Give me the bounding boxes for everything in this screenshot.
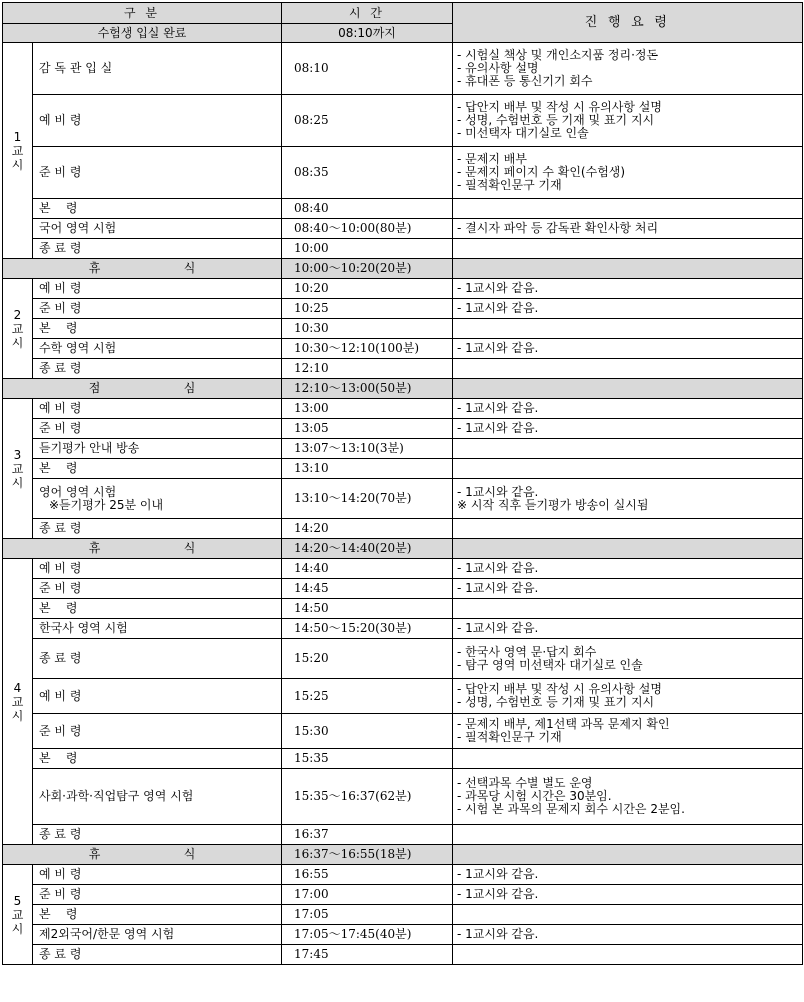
step-name-text: 본 령: [39, 461, 78, 475]
step-time: 13:05: [282, 419, 453, 439]
step-name-text: 준 비 령: [39, 723, 82, 738]
step-name: [33, 639, 282, 679]
note-line: - 1교시와 같음.: [457, 887, 539, 901]
entry-time: 08:10까지: [282, 24, 453, 43]
break-notes: [453, 259, 803, 279]
note-line: - 문제지 배부: [457, 152, 527, 166]
note-line: - 필적확인문구 기재: [457, 178, 562, 192]
note-line: - 1교시와 같음.: [457, 421, 539, 435]
step-name-text: 종 료 령: [39, 361, 82, 375]
schedule-row: [3, 769, 803, 825]
step-notes: [453, 679, 803, 714]
step-name-text: 예 비 령: [39, 113, 82, 127]
schedule-row: [3, 619, 803, 639]
period-label: 5 교 시: [3, 865, 33, 965]
break-time: 10:00～10:20(20분): [282, 259, 453, 279]
break-label: [3, 845, 282, 865]
period-label: 1 교 시: [3, 43, 33, 259]
step-name-text: 듣기평가 안내 방송: [39, 441, 140, 455]
step-name: [33, 147, 282, 199]
schedule-row: [3, 519, 803, 539]
note-line: - 탐구 영역 미선택자 대기실로 인솔: [457, 657, 643, 672]
step-name-text: 종 료 령: [39, 521, 82, 535]
note-line: - 성명, 수험번호 등 기재 및 표기 지시: [457, 695, 655, 709]
step-time: 13:00: [282, 399, 453, 419]
step-time: 14:50～15:20(30분): [282, 619, 453, 639]
step-time: 08:35: [282, 147, 453, 199]
break-time: 12:10～13:00(50분): [282, 379, 453, 399]
schedule-row: [3, 279, 803, 299]
break-label: [3, 379, 282, 399]
step-name-text: 예 비 령: [39, 561, 82, 575]
step-notes: [453, 749, 803, 769]
break-notes: [453, 379, 803, 399]
step-time: 10:30: [282, 319, 453, 339]
step-notes: [453, 905, 803, 925]
step-name-text: 준 비 령: [39, 581, 82, 595]
step-time: 17:45: [282, 945, 453, 965]
step-notes: [453, 43, 803, 95]
step-notes: [453, 865, 803, 885]
note-line: - 1교시와 같음.: [457, 341, 539, 355]
step-time: 08:10: [282, 43, 453, 95]
step-name: [33, 559, 282, 579]
step-name: [33, 825, 282, 845]
step-notes: [453, 147, 803, 199]
step-name: [33, 399, 282, 419]
step-name: [33, 945, 282, 965]
step-time: 10:20: [282, 279, 453, 299]
step-notes: [453, 359, 803, 379]
header-section: 구 분: [3, 3, 282, 24]
step-notes: [453, 599, 803, 619]
note-line: - 선택과목 수별 별도 운영: [457, 776, 593, 790]
step-name: [33, 239, 282, 259]
schedule-row: [3, 579, 803, 599]
step-time: 16:37: [282, 825, 453, 845]
step-notes: [453, 95, 803, 147]
note-line: - 과목당 시험 시간은 30분임.: [457, 789, 612, 803]
schedule-row: [3, 905, 803, 925]
note-line: - 1교시와 같음.: [457, 484, 539, 499]
step-name-text: 본 령: [39, 751, 78, 765]
step-notes: [453, 885, 803, 905]
step-notes: [453, 925, 803, 945]
step-name-text: 사회·과학·직업탐구 영역 시험: [39, 789, 194, 803]
step-notes: [453, 339, 803, 359]
step-time: 17:05～17:45(40분): [282, 925, 453, 945]
note-line: - 결시자 파악 등 감독관 확인사항 처리: [457, 221, 659, 235]
schedule-row: [3, 479, 803, 519]
note-line: - 1교시와 같음.: [457, 621, 539, 635]
note-line: - 1교시와 같음.: [457, 927, 539, 941]
exam-schedule-table: [2, 2, 803, 965]
step-name-text: 한국사 영역 시험: [39, 621, 128, 635]
step-name: [33, 339, 282, 359]
note-line: - 미선택자 대기실로 인솔: [457, 126, 589, 140]
note-line: - 필적확인문구 기재: [457, 730, 562, 744]
step-name-text: 본 령: [39, 907, 78, 921]
step-name: [33, 599, 282, 619]
schedule-row: [3, 239, 803, 259]
step-time: 14:50: [282, 599, 453, 619]
step-notes: [453, 219, 803, 239]
schedule-row: [3, 925, 803, 945]
note-line: - 1교시와 같음.: [457, 301, 539, 315]
step-notes: [453, 579, 803, 599]
step-time: 14:20: [282, 519, 453, 539]
step-notes: [453, 825, 803, 845]
step-name-text: 예 비 령: [39, 688, 82, 703]
period-label: 2 교 시: [3, 279, 33, 379]
step-time: 10:00: [282, 239, 453, 259]
step-name: [33, 439, 282, 459]
step-time: 17:05: [282, 905, 453, 925]
schedule-row: [3, 865, 803, 885]
step-name-text: 제2외국어/한문 영역 시험: [39, 927, 175, 941]
break-label-text: 휴 식: [88, 847, 196, 861]
step-name: [33, 905, 282, 925]
schedule-row: [3, 95, 803, 147]
step-time: 15:20: [282, 639, 453, 679]
step-notes: [453, 519, 803, 539]
schedule-row: [3, 439, 803, 459]
note-line: - 유의사항 설명: [457, 61, 539, 75]
note-line: ※ 시작 직후 듣기평가 방송이 실시됨: [457, 497, 649, 512]
schedule-row: [3, 885, 803, 905]
step-notes: [453, 714, 803, 749]
schedule-row: [3, 399, 803, 419]
note-line: - 1교시와 같음.: [457, 867, 539, 881]
step-name-text: 종 료 령: [39, 947, 82, 961]
schedule-row: [3, 219, 803, 239]
schedule-row: [3, 147, 803, 199]
schedule-row: [3, 749, 803, 769]
note-line: - 휴대폰 등 통신기기 회수: [457, 74, 593, 88]
step-name-text: 종 료 령: [39, 651, 82, 665]
step-name: [33, 359, 282, 379]
step-notes: [453, 319, 803, 339]
schedule-row: [3, 459, 803, 479]
step-name-text: 준 비 령: [39, 165, 82, 179]
schedule-row: [3, 419, 803, 439]
note-line: - 1교시와 같음.: [457, 401, 539, 415]
break-label-text: 휴 식: [88, 541, 196, 555]
schedule-row: [3, 639, 803, 679]
step-name-text: 예 비 령: [39, 867, 82, 881]
break-row: [3, 845, 803, 865]
step-time: 08:25: [282, 95, 453, 147]
step-name-text: 수학 영역 시험: [39, 341, 117, 355]
entry-label: 수험생 입실 완료: [3, 24, 282, 43]
step-notes: [453, 279, 803, 299]
step-name: [33, 619, 282, 639]
step-time: 13:10～14:20(70분): [282, 479, 453, 519]
step-time: 15:35: [282, 749, 453, 769]
step-name: [33, 299, 282, 319]
step-name: [33, 679, 282, 714]
step-time: 12:10: [282, 359, 453, 379]
step-name-text: 예 비 령: [39, 281, 82, 295]
step-name-text: 준 비 령: [39, 887, 82, 901]
step-time: 13:10: [282, 459, 453, 479]
period-label: 4 교 시: [3, 559, 33, 845]
break-notes: [453, 845, 803, 865]
step-name: [33, 419, 282, 439]
step-notes: [453, 199, 803, 219]
step-name: [33, 199, 282, 219]
schedule-row: [3, 679, 803, 714]
note-line: - 1교시와 같음.: [457, 281, 539, 295]
step-time: 10:30～12:10(100분): [282, 339, 453, 359]
step-time: 08:40: [282, 199, 453, 219]
step-name: [33, 479, 282, 519]
schedule-row: [3, 199, 803, 219]
schedule-row: [3, 319, 803, 339]
step-notes: [453, 419, 803, 439]
step-name: [33, 459, 282, 479]
step-notes: [453, 769, 803, 825]
step-name-text: 예 비 령: [39, 401, 82, 415]
step-notes: [453, 945, 803, 965]
step-time: 14:40: [282, 559, 453, 579]
step-notes: [453, 639, 803, 679]
header-procedure: 진 행 요 령: [453, 3, 803, 43]
schedule-row: [3, 825, 803, 845]
step-name-text: 준 비 령: [39, 421, 82, 435]
step-subname: ※듣기평가 25분 이내: [49, 497, 164, 512]
step-notes: [453, 299, 803, 319]
break-time: 16:37～16:55(18분): [282, 845, 453, 865]
schedule-row: [3, 299, 803, 319]
break-label-text: 휴 식: [88, 261, 196, 275]
step-time: 14:45: [282, 579, 453, 599]
note-line: - 시험 본 과목의 문제지 회수 시간은 2분임.: [457, 802, 685, 816]
schedule-row: [3, 43, 803, 95]
step-name: [33, 714, 282, 749]
step-notes: [453, 239, 803, 259]
note-line: - 시험실 책상 및 개인소지품 정리·정돈: [457, 48, 659, 62]
header-time: 시 간: [282, 3, 453, 24]
step-time: 16:55: [282, 865, 453, 885]
step-notes: [453, 399, 803, 419]
period-label: 3 교 시: [3, 399, 33, 539]
step-name: [33, 865, 282, 885]
break-notes: [453, 539, 803, 559]
schedule-row: [3, 339, 803, 359]
step-notes: [453, 619, 803, 639]
step-notes: [453, 479, 803, 519]
note-line: - 1교시와 같음.: [457, 581, 539, 595]
break-time: 14:20～14:40(20분): [282, 539, 453, 559]
step-name-text: 감 독 관 입 실: [39, 61, 113, 75]
step-time: 15:35～16:37(62분): [282, 769, 453, 825]
break-row: [3, 539, 803, 559]
step-notes: [453, 459, 803, 479]
schedule-row: [3, 714, 803, 749]
step-name-text: 영어 영역 시험: [39, 484, 117, 499]
step-name: [33, 925, 282, 945]
break-label-text: 점 심: [88, 381, 196, 395]
step-name: [33, 95, 282, 147]
step-notes: [453, 559, 803, 579]
step-time: 08:40～10:00(80분): [282, 219, 453, 239]
note-line: - 답안지 배부 및 작성 시 유의사항 설명: [457, 100, 662, 114]
step-name: [33, 579, 282, 599]
note-line: - 답안지 배부 및 작성 시 유의사항 설명: [457, 682, 662, 696]
header-row: [3, 3, 803, 24]
step-name: [33, 885, 282, 905]
note-line: - 1교시와 같음.: [457, 561, 539, 575]
note-line: - 문제지 배부, 제1선택 과목 문제지 확인: [457, 717, 670, 731]
break-label: [3, 259, 282, 279]
step-name-text: 종 료 령: [39, 827, 82, 841]
break-row: [3, 259, 803, 279]
schedule-row: [3, 559, 803, 579]
step-name-text: 종 료 령: [39, 241, 82, 255]
step-name: [33, 43, 282, 95]
schedule-row: [3, 945, 803, 965]
schedule-row: [3, 359, 803, 379]
step-notes: [453, 439, 803, 459]
step-time: 13:07～13:10(3분): [282, 439, 453, 459]
step-name-text: 국어 영역 시험: [39, 221, 117, 235]
step-time: 17:00: [282, 885, 453, 905]
step-name-text: 준 비 령: [39, 301, 82, 315]
step-time: 15:30: [282, 714, 453, 749]
break-row: [3, 379, 803, 399]
step-name: [33, 519, 282, 539]
step-time: 10:25: [282, 299, 453, 319]
step-name: [33, 279, 282, 299]
step-name-text: 본 령: [39, 321, 78, 335]
step-name: [33, 319, 282, 339]
step-name: [33, 769, 282, 825]
step-name: [33, 219, 282, 239]
step-time: 15:25: [282, 679, 453, 714]
schedule-row: [3, 599, 803, 619]
note-line: - 문제지 페이지 수 확인(수험생): [457, 165, 626, 179]
step-name: [33, 749, 282, 769]
note-line: - 성명, 수험번호 등 기재 및 표기 지시: [457, 113, 655, 127]
break-label: [3, 539, 282, 559]
step-name-text: 본 령: [39, 201, 78, 215]
step-name-text: 본 령: [39, 601, 78, 615]
note-line: - 한국사 영역 문·답지 회수: [457, 644, 597, 659]
